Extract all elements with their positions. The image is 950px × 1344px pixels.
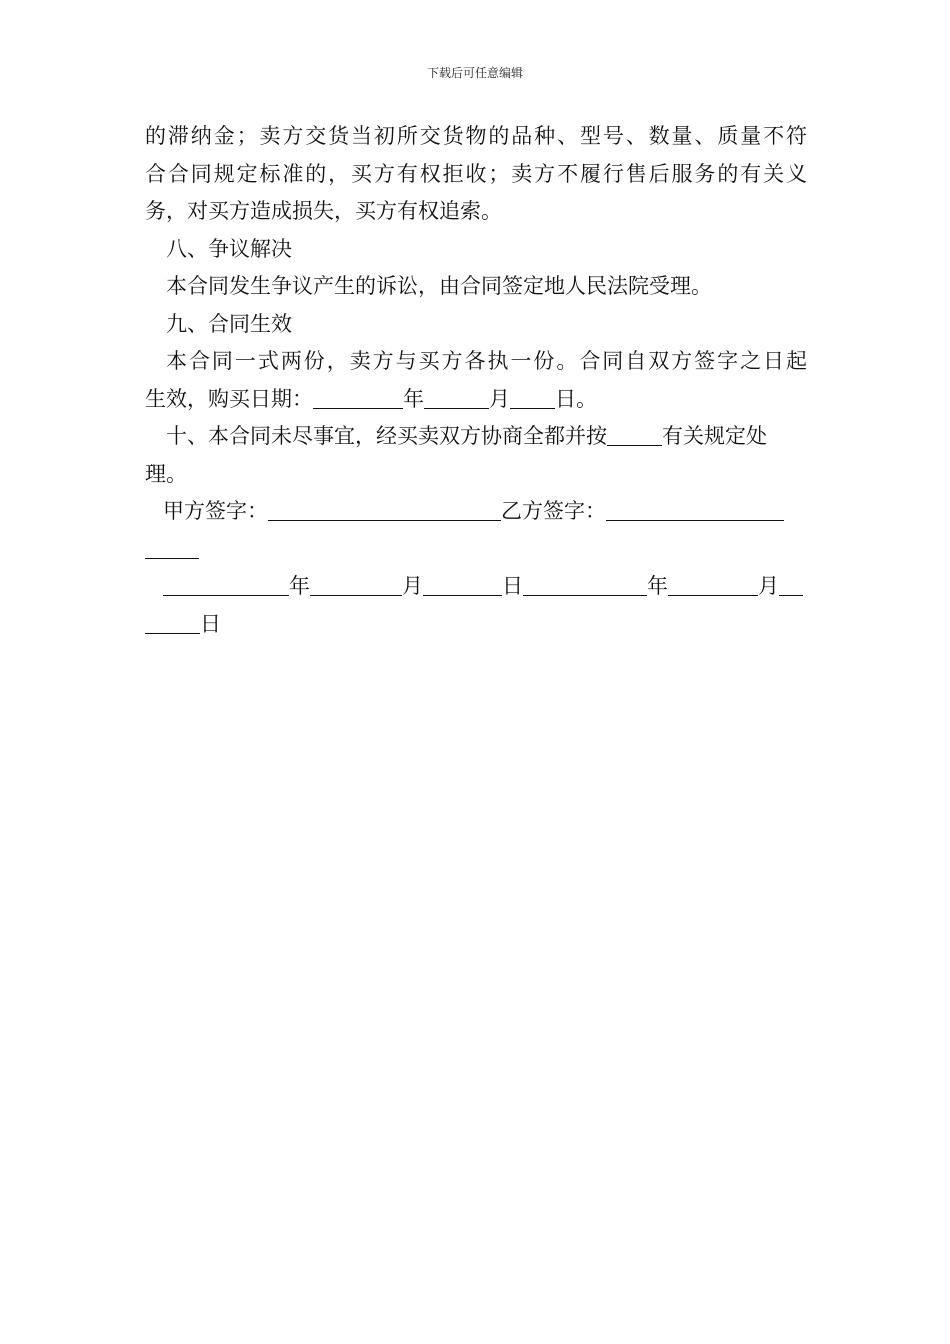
blank-month-field[interactable] <box>424 386 489 409</box>
party-b-day-field[interactable] <box>779 573 803 596</box>
month-label: 月 <box>402 574 423 598</box>
signature-date-line-continued <box>145 606 807 644</box>
section-8-text: 本合同发生争议产生的诉讼，由合同签定地人民法院受理。 <box>166 274 712 298</box>
day-label: 日 <box>502 574 523 598</box>
year-label: 年 <box>403 386 424 411</box>
party-a-month-field[interactable] <box>310 573 402 596</box>
section-10-line-1 <box>145 418 807 456</box>
section-heading-8: 八、争议解决 <box>166 236 292 261</box>
paragraph-line: 合合同规定标准的，买方有权拒收；卖方不履行售后服务的有关义 <box>145 161 807 186</box>
month-label: 月 <box>758 574 779 598</box>
party-b-year-field[interactable] <box>523 573 647 596</box>
party-a-signature-field[interactable] <box>268 498 501 521</box>
section-9-line-1: 本合同一式两份，卖方与买方各执一份。合同自双方签字之日起 <box>166 349 807 373</box>
purchase-date-label: 生效，购买日期： <box>145 386 313 411</box>
party-b-signature-field-cont[interactable] <box>145 536 199 559</box>
paragraph-line: 务，对买方造成损失，买方有权追索。 <box>145 199 502 223</box>
day-label: 日 <box>200 611 221 636</box>
party-a-day-field[interactable] <box>423 573 502 596</box>
party-b-day-field-cont[interactable] <box>145 611 200 634</box>
year-label: 年 <box>647 574 668 598</box>
section-heading-9: 九、合同生效 <box>166 311 292 336</box>
blank-regulation-field[interactable] <box>607 423 662 446</box>
section-10-line-2: 理。 <box>145 461 187 486</box>
party-a-year-field[interactable] <box>163 573 289 596</box>
document-body <box>145 118 807 643</box>
signature-line-continued <box>145 531 807 569</box>
signature-date-line <box>145 568 807 606</box>
section-10-text-a: 十、本合同未尽事宜，经买卖双方协商全都并按 <box>166 424 607 448</box>
signature-line <box>145 493 807 531</box>
section-9-line-2 <box>145 381 807 419</box>
year-label: 年 <box>289 574 310 598</box>
day-period-label: 日。 <box>555 386 597 411</box>
blank-year-field[interactable] <box>313 386 403 409</box>
party-b-signature-field[interactable] <box>606 498 784 521</box>
paragraph-line: 的滞纳金；卖方交货当初所交货物的品种、型号、数量、质量不符 <box>145 124 807 148</box>
blank-day-field[interactable] <box>510 386 555 409</box>
page-header: 下载后可任意编辑 <box>426 66 523 80</box>
month-label: 月 <box>489 386 510 411</box>
section-10-text-b: 有关规定处 <box>662 424 767 448</box>
party-b-month-field[interactable] <box>668 573 758 596</box>
party-a-sign-label: 甲方签字： <box>163 499 268 523</box>
party-b-sign-label: 乙方签字： <box>501 499 606 523</box>
